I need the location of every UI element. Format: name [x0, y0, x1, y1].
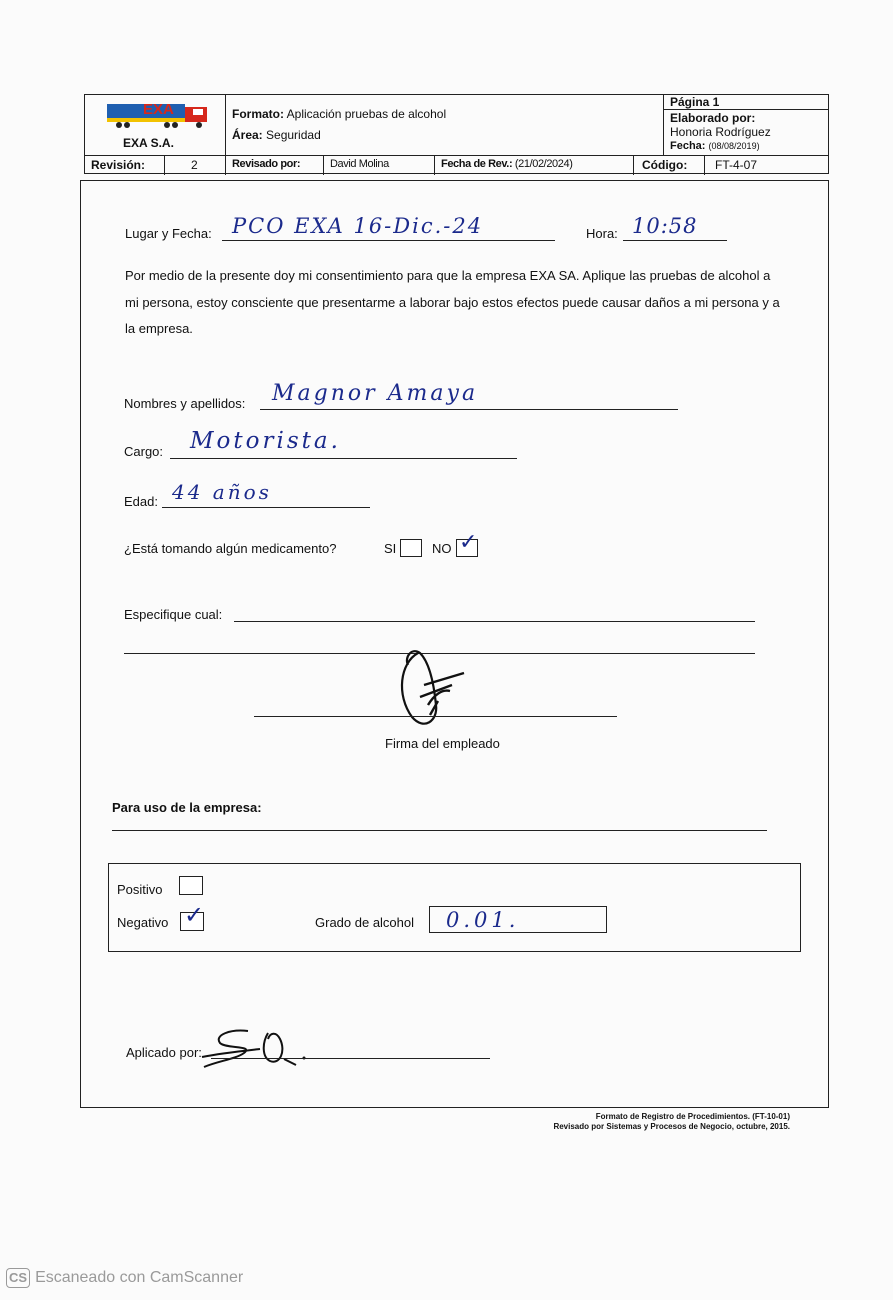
codigo-label: Código:: [634, 156, 705, 175]
negativo-label: Negativo: [117, 915, 169, 930]
footer-line-2: Revisado por Sistemas y Procesos de Negocio, octubre, 2015.: [553, 1122, 790, 1131]
hora-line: [623, 240, 727, 241]
positivo-checkbox[interactable]: [179, 876, 203, 895]
nombres-label: Nombres y apellidos:: [124, 396, 246, 411]
header-table: [84, 94, 829, 174]
no-check-mark: ✓: [459, 530, 478, 555]
footer-line-1: Formato de Registro de Procedimientos. (FT-10-01): [595, 1112, 790, 1121]
codigo-value: FT-4-07: [715, 158, 758, 172]
revision-value: 2: [165, 156, 226, 175]
company-name: EXA S.A.: [123, 136, 174, 150]
si-checkbox[interactable]: [400, 539, 422, 557]
fecha-row: [670, 140, 760, 152]
camscanner-badge: CS: [6, 1268, 30, 1288]
footer: [420, 1112, 790, 1132]
signature-line: [254, 716, 617, 717]
company-use-line: [112, 830, 767, 831]
fecha-value: (08/08/2019): [708, 141, 760, 151]
edad-value[interactable]: 44 años: [172, 480, 272, 504]
cargo-value[interactable]: Motorista.: [190, 428, 341, 454]
revisado-value: David Molina: [324, 156, 435, 175]
cargo-line: [170, 458, 517, 459]
camscanner-watermark: [6, 1268, 243, 1288]
especifique-line[interactable]: [234, 621, 755, 622]
negativo-check-mark: ✓: [184, 901, 205, 929]
no-label: NO: [432, 541, 452, 556]
fecha-rev-row: [435, 156, 634, 175]
logo-cell: [85, 95, 226, 156]
area-label: Área:: [232, 128, 263, 142]
grado-field[interactable]: [429, 906, 607, 933]
revision-label: Revisión:: [85, 156, 165, 175]
aplicado-line: [211, 1058, 490, 1059]
lugar-line: [222, 240, 555, 241]
si-label: SI: [384, 541, 397, 556]
company-use-title: Para uso de la empresa:: [112, 800, 262, 815]
especifique-label: Especifique cual:: [124, 607, 223, 622]
edad-label: Edad:: [124, 494, 158, 509]
medicamento-label: ¿Está tomando algún medicamento?: [124, 541, 337, 556]
grado-value: 0.01.: [446, 908, 520, 932]
negativo-checkbox[interactable]: [180, 901, 205, 931]
hora-value[interactable]: 10:58: [632, 214, 698, 238]
nombres-value[interactable]: Magnor Amaya: [272, 381, 479, 406]
applier-signature: [200, 1025, 310, 1070]
formato-row: [232, 107, 446, 121]
aplicado-label: Aplicado por:: [126, 1045, 202, 1060]
formato-value: Aplicación pruebas de alcohol: [286, 107, 447, 121]
fecha-rev-label: Fecha de Rev.:: [441, 158, 513, 170]
elaborado-value: Honoria Rodríguez: [670, 125, 771, 139]
pagina-label: Página 1: [664, 95, 828, 110]
edad-line: [162, 507, 370, 508]
no-checkbox[interactable]: [456, 530, 478, 557]
consent-paragraph: Por medio de la presente doy mi consentimiento para que la empresa EXA SA. Aplique las pruebas de alcohol a mi persona, estoy consciente que presentarme a laborar bajo estos efectos puede causar daños a mi persona y a la empresa.: [125, 268, 780, 336]
area-value: Seguridad: [266, 128, 321, 142]
formato-label: Formato:: [232, 107, 284, 121]
logo-text: EXA: [143, 101, 174, 118]
grado-label: Grado de alcohol: [315, 915, 415, 930]
hora-label: Hora:: [586, 226, 618, 241]
pagina-cell: [664, 95, 828, 156]
fecha-rev-value: (21/02/2024): [514, 158, 573, 170]
formato-cell: [226, 95, 664, 156]
lugar-value[interactable]: PCO EXA 16-Dic.-24: [232, 214, 484, 238]
area-row: [232, 128, 321, 142]
revisado-label: Revisado por:: [226, 156, 324, 175]
lugar-label: Lugar y Fecha:: [125, 226, 212, 241]
camscanner-text: Escaneado con CamScanner: [35, 1269, 244, 1286]
fecha-label: Fecha:: [670, 140, 706, 152]
employee-signature: [390, 645, 480, 730]
positivo-label: Positivo: [117, 882, 163, 897]
nombres-line: [260, 409, 678, 410]
firma-label: Firma del empleado: [385, 736, 500, 751]
cargo-label: Cargo:: [124, 444, 164, 459]
elaborado-label: Elaborado por:: [670, 111, 756, 125]
